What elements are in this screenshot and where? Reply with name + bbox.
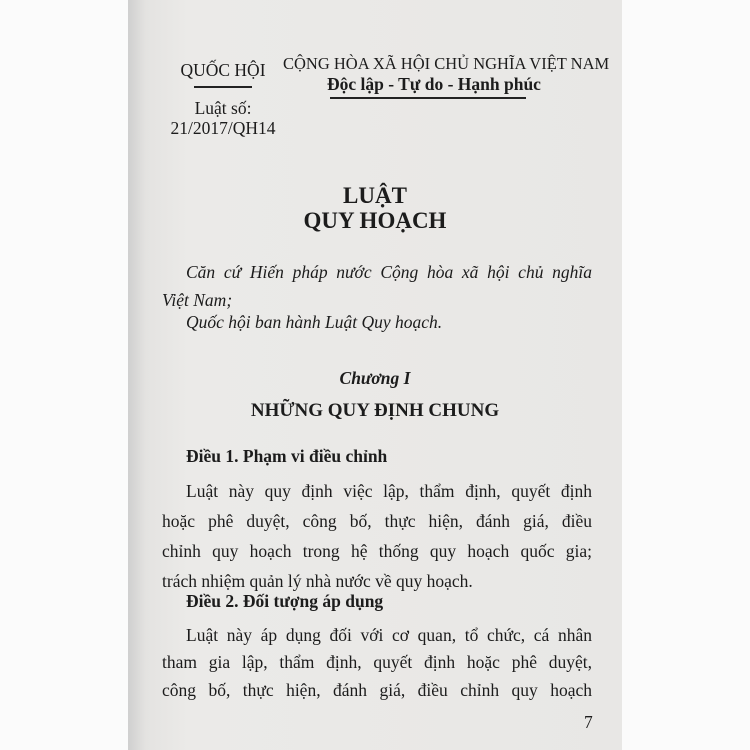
motto-underline [330,97,526,99]
article-line: Luật này áp dụng đối với cơ quan, tổ chức, cá nhân [186,625,592,645]
article-heading: Điều 1. Phạm vi điều chỉnh [186,446,388,466]
book-page [128,0,622,750]
preamble-line: Căn cứ Hiến pháp nước Cộng hòa xã hội chủ nghĩa [186,262,592,282]
law-title-1: LUẬT [343,183,407,208]
issuer: QUỐC HỘI [180,60,266,80]
law-number-label: Luật số: [194,98,252,118]
article-line: hoặc phê duyệt, công bố, thực hiện, đánh giá, điều [162,511,592,531]
issuer-underline [194,86,252,88]
country-name: CỘNG HÒA XÃ HỘI CHỦ NGHĨA VIỆT NAM [283,54,610,73]
law-title-2: QUY HOẠCH [303,208,447,233]
page-number: 7 [584,712,593,732]
article-heading: Điều 2. Đối tượng áp dụng [186,591,384,611]
preamble-line: Việt Nam; [162,290,233,310]
article-line: công bố, thực hiện, đánh giá, điều chỉnh quy hoạch [162,680,592,700]
chapter-number: Chương I [339,368,411,388]
law-number: 21/2017/QH14 [170,118,276,138]
motto: Độc lập - Tự do - Hạnh phúc [327,74,541,94]
preamble-line: Quốc hội ban hành Luật Quy hoạch. [186,312,443,332]
article-line: chỉnh quy hoạch trong hệ thống quy hoạch quốc gia; [162,541,592,561]
article-line: Luật này quy định việc lập, thẩm định, quyết định [186,481,592,501]
article-line: trách nhiệm quản lý nhà nước về quy hoạch. [162,571,473,591]
chapter-name: NHỮNG QUY ĐỊNH CHUNG [250,400,500,421]
article-line: tham gia lập, thẩm định, quyết định hoặc phê duyệt, [162,652,592,672]
